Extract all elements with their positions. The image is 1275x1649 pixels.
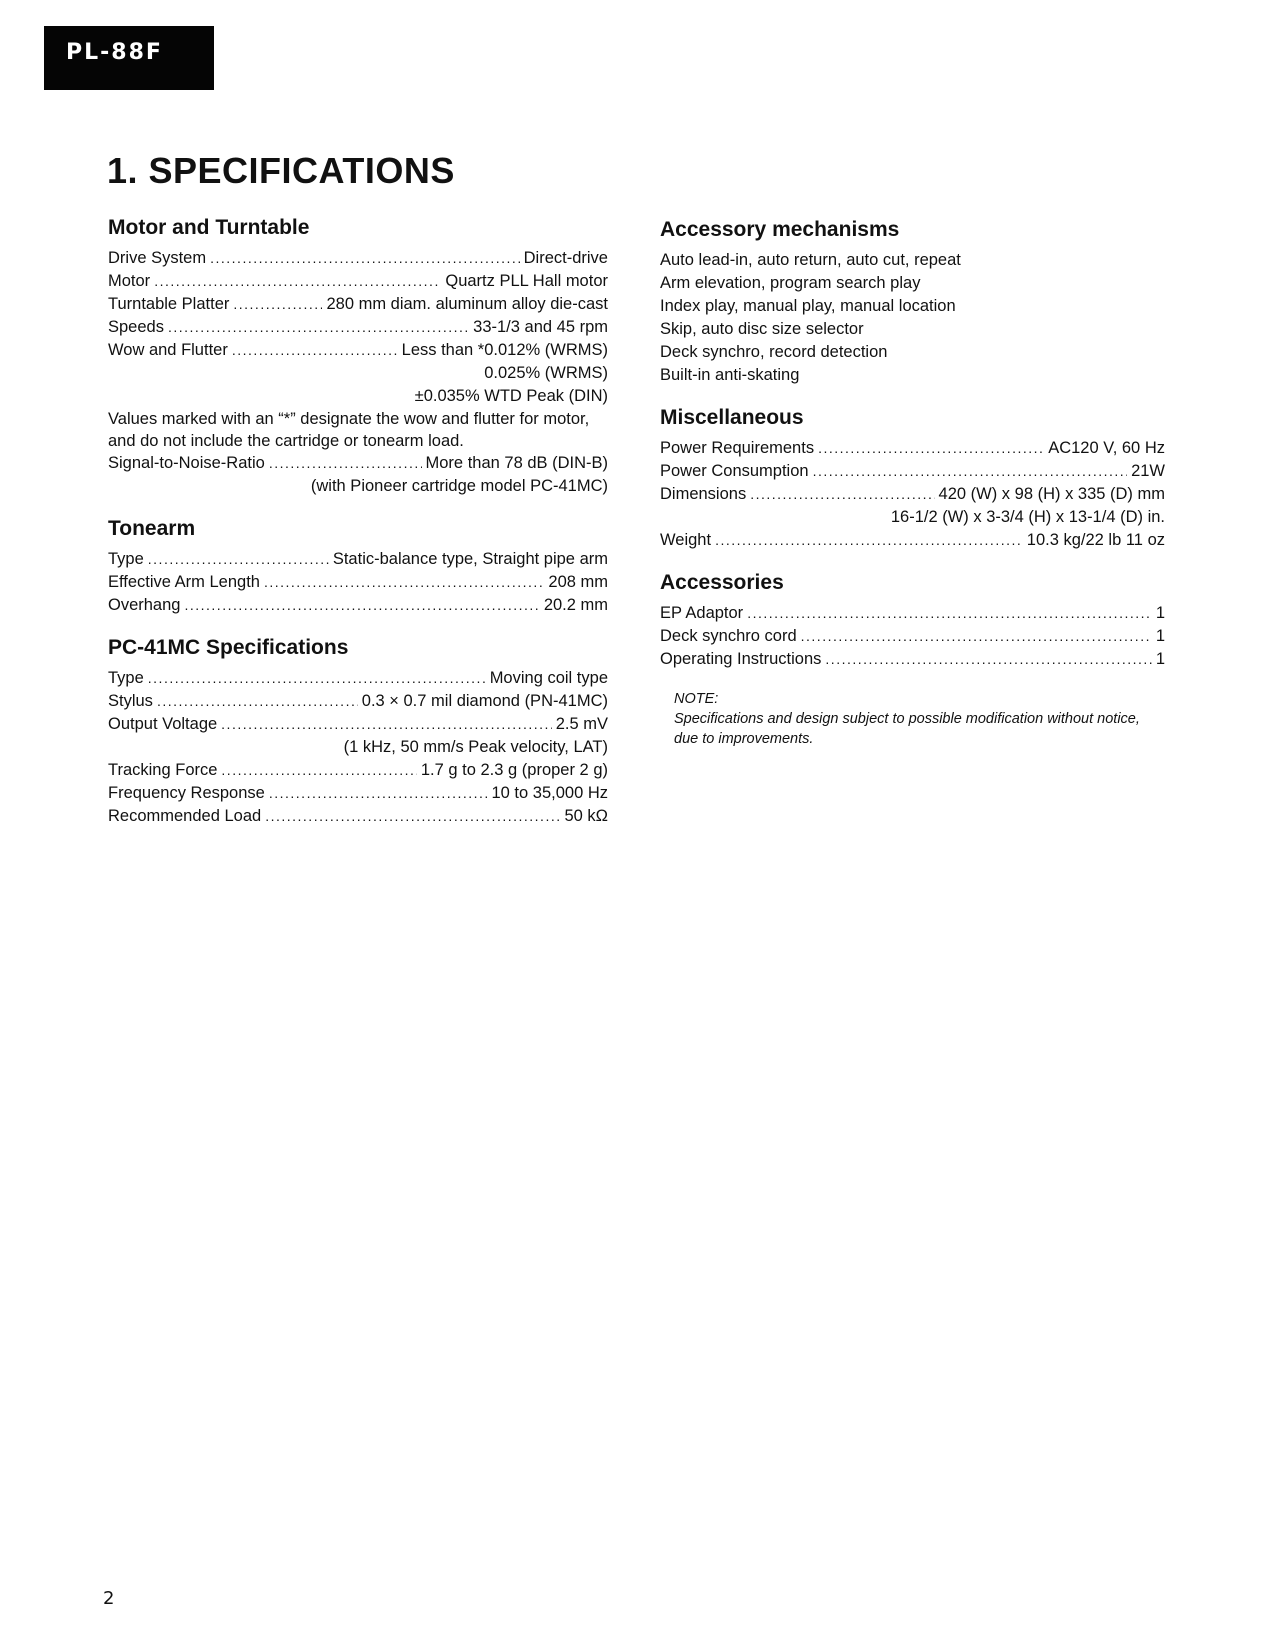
section-miscellaneous [660, 405, 1165, 552]
leader-dots [168, 316, 469, 339]
spec-value: 50 kΩ [564, 807, 608, 825]
feature-line: Index play, manual play, manual location [660, 297, 956, 315]
section-title: PC-41MC Specifications [108, 636, 349, 659]
right-column [660, 217, 1165, 749]
section-title: Motor and Turntable [108, 216, 310, 239]
note-heading: NOTE: [674, 691, 719, 707]
spec-row [108, 667, 608, 690]
section-title: Accessory mechanisms [660, 218, 900, 241]
leader-dots [813, 460, 1127, 483]
spec-value: 280 mm diam. aluminum alloy die-cast [326, 295, 608, 313]
spec-row [660, 602, 1165, 625]
spec-row [108, 571, 608, 594]
leader-dots [825, 648, 1151, 671]
wow-flutter-note: Values marked with an “*” designate the wow and flutter for motor, and do not include the cartridge or tonearm load. [108, 410, 590, 450]
spec-row [108, 713, 608, 736]
spec-label: Frequency Response [108, 784, 265, 802]
leader-dots [264, 571, 544, 594]
leader-dots [232, 339, 398, 362]
note-text: Specifications and design subject to possible modification without notice, due to improvements. [674, 711, 1140, 747]
spec-row [108, 293, 608, 316]
spec-row [108, 270, 608, 293]
spec-value: 1.7 g to 2.3 g (proper 2 g) [420, 761, 608, 779]
spec-label: Output Voltage [108, 715, 218, 733]
spec-label: Signal-to-Noise-Ratio [108, 454, 265, 472]
section-motor-turntable [108, 215, 608, 498]
spec-row [108, 247, 608, 270]
spec-value: More than 78 dB (DIN-B) [425, 454, 608, 472]
spec-label: Recommended Load [108, 807, 262, 825]
spec-label: Stylus [108, 692, 153, 710]
leader-dots [818, 437, 1044, 460]
spec-continuation: (1 kHz, 50 mm/s Peak velocity, LAT) [343, 738, 608, 756]
page-title: 1. SPECIFICATIONS [107, 150, 455, 191]
spec-row [108, 759, 608, 782]
spec-label: Wow and Flutter [108, 341, 228, 359]
spec-value: 33-1/3 and 45 rpm [473, 318, 608, 336]
section-title: Accessories [660, 571, 784, 594]
spec-label: Dimensions [660, 485, 747, 503]
spec-continuation: 0.025% (WRMS) [484, 364, 608, 382]
spec-value: 1 [1155, 650, 1165, 668]
spec-value: 21W [1131, 462, 1165, 480]
spec-row [108, 805, 608, 828]
spec-row [660, 437, 1165, 460]
spec-label: Motor [108, 272, 151, 290]
spec-value: 0.3 × 0.7 mil diamond (PN-41MC) [361, 692, 608, 710]
section-cartridge [108, 635, 608, 828]
leader-dots [747, 602, 1152, 625]
spec-row [660, 460, 1165, 483]
leader-dots [233, 293, 322, 316]
spec-label: Power Requirements [660, 439, 815, 457]
spec-label: Deck synchro cord [660, 627, 797, 645]
leader-dots [269, 782, 488, 805]
section-accessories [660, 570, 1165, 671]
leader-dots [210, 247, 520, 270]
spec-value: 2.5 mV [555, 715, 608, 733]
spec-row [108, 339, 608, 362]
spec-label: Weight [660, 531, 712, 549]
feature-line: Arm elevation, program search play [660, 274, 921, 292]
feature-line: Auto lead-in, auto return, auto cut, repeat [660, 251, 961, 269]
section-title: Tonearm [108, 517, 196, 540]
spec-row [660, 529, 1165, 552]
spec-label: Power Consumption [660, 462, 809, 480]
spec-row [660, 625, 1165, 648]
leader-dots [184, 594, 539, 617]
spec-value: 1 [1155, 604, 1165, 622]
leader-dots [715, 529, 1023, 552]
spec-label: Type [108, 550, 144, 568]
spec-row [108, 548, 608, 571]
spec-row [660, 648, 1165, 671]
spec-label: Turntable Platter [108, 295, 230, 313]
spec-value: Less than *0.012% (WRMS) [401, 341, 608, 359]
leader-dots [801, 625, 1152, 648]
section-tonearm [108, 516, 608, 617]
spec-label: Speeds [108, 318, 164, 336]
spec-value: 10.3 kg/22 lb 11 oz [1026, 531, 1165, 549]
leader-dots [269, 452, 422, 475]
model-name: PL-88F [66, 40, 163, 65]
spec-row [108, 690, 608, 713]
spec-row [108, 782, 608, 805]
spec-row [660, 483, 1165, 506]
section-title: Miscellaneous [660, 406, 804, 429]
spec-label: Overhang [108, 596, 181, 614]
spec-value: Moving coil type [489, 669, 608, 687]
leader-dots [148, 667, 486, 690]
spec-value: 420 (W) x 98 (H) x 335 (D) mm [938, 485, 1165, 503]
feature-line: Deck synchro, record detection [660, 343, 888, 361]
spec-label: Drive System [108, 249, 207, 267]
feature-line: Skip, auto disc size selector [660, 320, 864, 338]
model-tab [44, 26, 214, 90]
note-block [660, 689, 1165, 749]
leader-dots [221, 759, 416, 782]
spec-continuation: 16-1/2 (W) x 3-3/4 (H) x 13-1/4 (D) in. [890, 508, 1165, 526]
spec-label: EP Adaptor [660, 604, 744, 622]
leader-dots [265, 805, 560, 828]
spec-row [108, 452, 608, 475]
spec-continuation: (with Pioneer cartridge model PC-41MC) [310, 477, 608, 495]
spec-value: Static-balance type, Straight pipe arm [332, 550, 608, 568]
left-column [108, 215, 608, 846]
spec-label: Tracking Force [108, 761, 218, 779]
spec-label: Operating Instructions [660, 650, 822, 668]
spec-label: Type [108, 669, 144, 687]
spec-value: 20.2 mm [543, 596, 608, 614]
spec-continuation: ±0.035% WTD Peak (DIN) [414, 387, 608, 405]
page-number: 2 [103, 1588, 115, 1609]
leader-dots [157, 690, 358, 713]
spec-value: AC120 V, 60 Hz [1048, 439, 1165, 457]
spec-value: 208 mm [548, 573, 608, 591]
leader-dots [148, 548, 329, 571]
spec-value: 1 [1155, 627, 1165, 645]
leader-dots [750, 483, 934, 506]
leader-dots [154, 270, 441, 293]
section-accessory-mechanisms [660, 217, 1165, 387]
spec-value: Quartz PLL Hall motor [445, 272, 608, 290]
spec-label: Effective Arm Length [108, 573, 260, 591]
feature-line: Built-in anti-skating [660, 366, 800, 384]
spec-value: 10 to 35,000 Hz [491, 784, 608, 802]
spec-row [108, 316, 608, 339]
leader-dots [221, 713, 552, 736]
spec-value: Direct-drive [523, 249, 608, 267]
spec-row [108, 594, 608, 617]
